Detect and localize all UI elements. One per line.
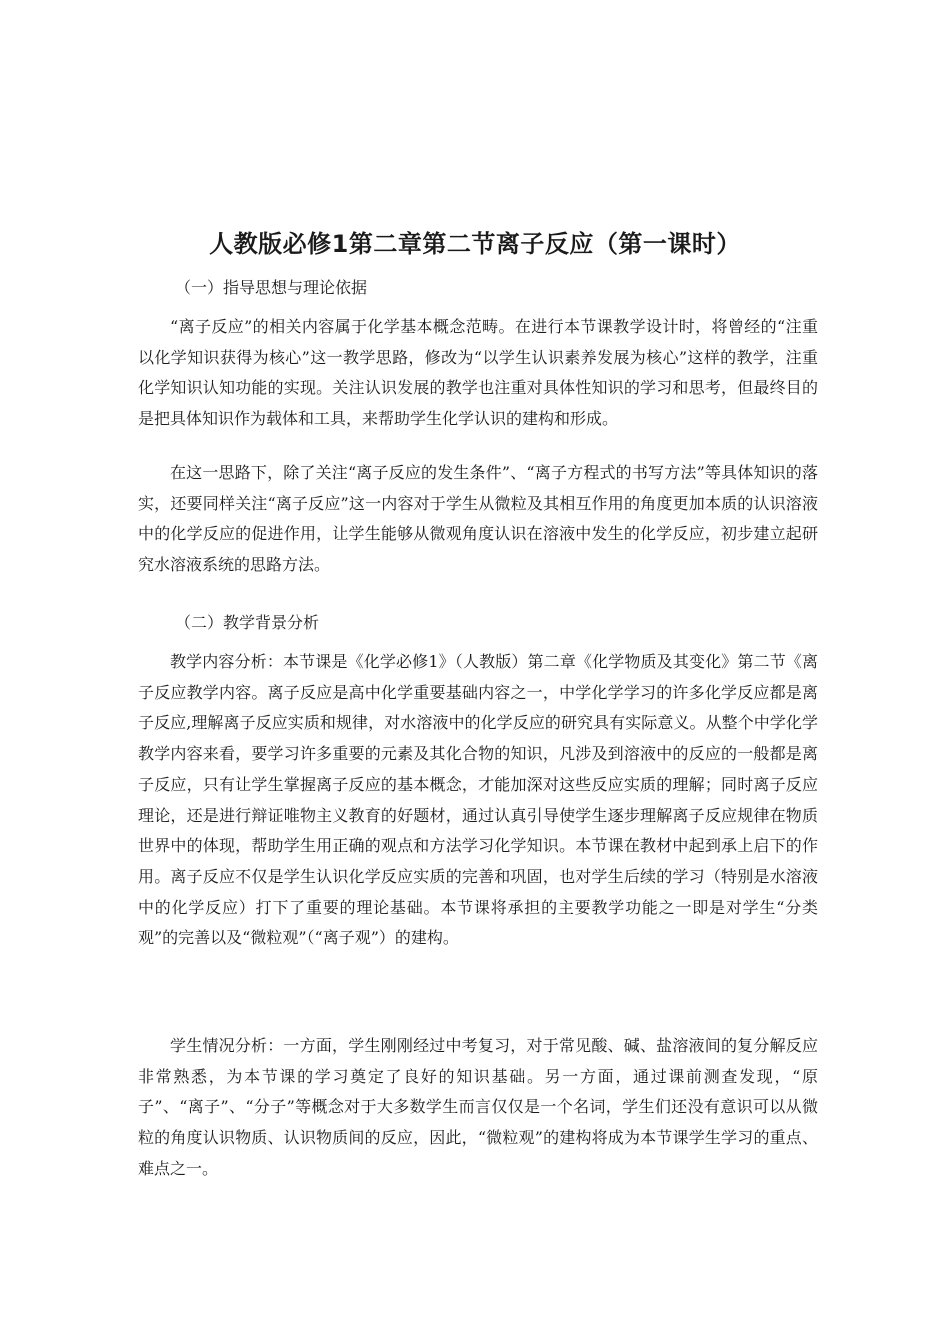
section-heading-background-analysis: （二）教学背景分析 xyxy=(175,613,320,632)
section-heading-guiding-ideas: （一）指导思想与理论依据 xyxy=(175,278,368,297)
paragraph-guiding-ideas-2: 在这一思路下，除了关注“离子反应的发生条件”、“离子方程式的书写方法”等具体知识的落实，还要同样关注“离子反应”这一内容对于学生从微粒及其相互作用的角度更加本质的认识溶液中的化学反应的促进作用，让学生能够从微观角度认识在溶液中发生的化学反应，初步建立起研究水溶液系统的思路方法。 xyxy=(138,463,818,575)
paragraph-content-analysis: 教学内容分析：本节课是《化学必修1》（人教版）第二章《化学物质及其变化》第二节《离子反应教学内容。离子反应是高中化学重要基础内容之一，中学化学学习的许多化学反应都是离子反应,理解离子反应实质和规律，对水溶液中的化学反应的研究具有实际意义。从整个中学化学教学内容来看，要学习许多重要的元素及其化合物的知识，凡涉及到溶液中的反应的一般都是离子反应，只有让学生掌握离子反应的基本概念，才能加深对这些反应实质的理解；同时离子反应理论，还是进行辩证唯物主义教育的好题材，通过认真引导使学生逐步理解离子反应规律在物质世界中的体现，帮助学生用正确的观点和方法学习化学知识。本节课在教材中起到承上启下的作用。离子反应不仅是学生认识化学反应实质的完善和巩固，也对学生后续的学习（特别是水溶液中的化学反应）打下了重要的理论基础。本节课将承担的主要教学功能之一即是对学生“分类观”的完善以及“微粒观”（“离子观”）的建构。 xyxy=(138,652,818,948)
paragraph-guiding-ideas-1: “离子反应”的相关内容属于化学基本概念范畴。在进行本节课教学设计时，将曾经的“注重以化学知识获得为核心”这一教学思路，修改为“以学生认识素养发展为核心”这样的教学，注重化学知识认知功能的实现。关注认识发展的教学也注重对具体性知识的学习和思考，但最终目的是把具体知识作为载体和工具，来帮助学生化学认识的建构和形成。 xyxy=(138,317,818,429)
document-title: 人教版必修1第二章第二节离子反应（第一课时） xyxy=(209,230,741,258)
paragraph-student-analysis: 学生情况分析：一方面，学生刚刚经过中考复习，对于常见酸、碱、盐溶液间的复分解反应非常熟悉，为本节课的学习奠定了良好的知识基础。另一方面，通过课前测查发现，“原子”、“离子”、“分子”等概念对于大多数学生而言仅仅是一个名词，学生们还没有意识可以从微粒的角度认识物质、认识物质间的反应，因此，“微粒观”的建构将成为本节课学生学习的重点、难点之一。 xyxy=(138,1036,818,1178)
